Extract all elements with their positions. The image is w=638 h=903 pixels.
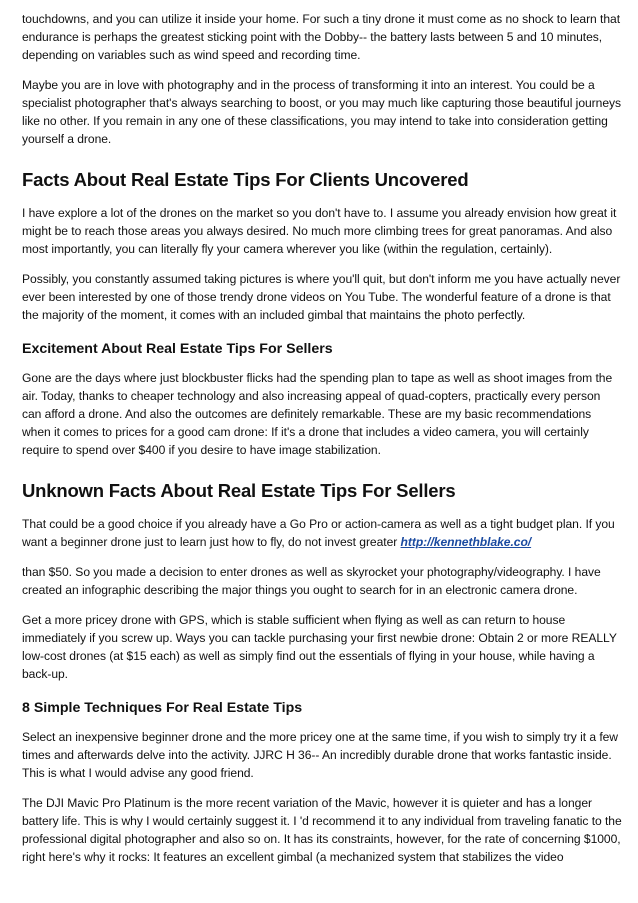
external-link[interactable]: http://kennethblake.co/ xyxy=(400,535,532,549)
paragraph: Get a more pricey drone with GPS, which is stable sufficient when flying as well as can return to house immediately if you screw up. Ways you can tackle purchasing your first newbie drone: Obtain 2 or more REALLY low-cost drones (at $15 each) as well as simply find out the essentials of flying in your house, while having a back-up. xyxy=(22,613,617,681)
section-heading: Facts About Real Estate Tips For Clients Uncovered xyxy=(22,169,469,190)
subsection-heading: Excitement About Real Estate Tips For Sellers xyxy=(22,341,333,357)
paragraph: Maybe you are in love with photography and in the process of transforming it into an interest. You could be a specialist photographer that's always searching to boost, or you may much like capturing those beautiful journeys like no other. If you remain in any one of these classifications, you may intend to take into consideration getting yourself a drone. xyxy=(22,78,621,146)
paragraph-with-link xyxy=(22,515,622,551)
paragraph: touchdowns, and you can utilize it inside your home. For such a tiny drone it must come as no shock to learn that endurance is perhaps the greatest sticking point with the Dobby-- the battery lasts between 5 and 10 minutes, depending on variables such as wind speed and recording time. xyxy=(22,12,621,62)
paragraph: than $50. So you made a decision to enter drones as well as skyrocket your photography/videography. I have created an infographic describing the major things you ought to search for in an electronic camera drone. xyxy=(22,565,601,597)
paragraph: Possibly, you constantly assumed taking pictures is where you'll quit, but don't inform me you have actually never ever been interested by one of those trendy drone videos on You Tube. The wonderful feature of a drone is that the majority of the moment, it comes with an included gimbal that maintains the photo perfectly. xyxy=(22,272,621,322)
section-heading: Unknown Facts About Real Estate Tips For Sellers xyxy=(22,480,456,501)
paragraph-text: That could be a good choice if you already have a Go Pro or action-camera as well as a tight budget plan. If you want a beginner drone just to learn just how to fly, do not invest greater xyxy=(22,517,615,549)
paragraph: I have explore a lot of the drones on the market so you don't have to. I assume you already envision how great it might be to reach those areas you always desired. No much more climbing trees for great panoramas. And also most importantly, you can literally fly your camera wherever you like (within the regulation, certainly). xyxy=(22,206,617,256)
paragraph: The DJI Mavic Pro Platinum is the more recent variation of the Mavic, however it is quieter and has a longer battery life. This is why I would certainly suggest it. I 'd recommend it to any individual from traveling fanatic to the professional digital photographer and also so on. It has its constraints, however, for the rate of concerning $1000, right here's why it rocks: It features an excellent gimbal (a mechanized system that stabilizes the video xyxy=(22,796,622,864)
paragraph: Gone are the days where just blockbuster flicks had the spending plan to tape as well as shoot images from the air. Today, thanks to cheaper technology and also increasing appeal of quad-copters, practically every person can afford a drone. And also the outcomes are definitely remarkable. These are my basic recommendations when it comes to prices for a good cam drone: If it's a drone that includes a video camera, you will certainly require to spend over $400 if you desire to have image stabilization. xyxy=(22,371,613,457)
paragraph: Select an inexpensive beginner drone and the more pricey one at the same time, if you wish to simply try it a few times and afterwards delve into the activity. JJRC H 36-- An incredibly durable drone that works fantastic inside. This is what I would advise any good friend. xyxy=(22,730,618,780)
subsection-heading: 8 Simple Techniques For Real Estate Tips xyxy=(22,700,303,716)
